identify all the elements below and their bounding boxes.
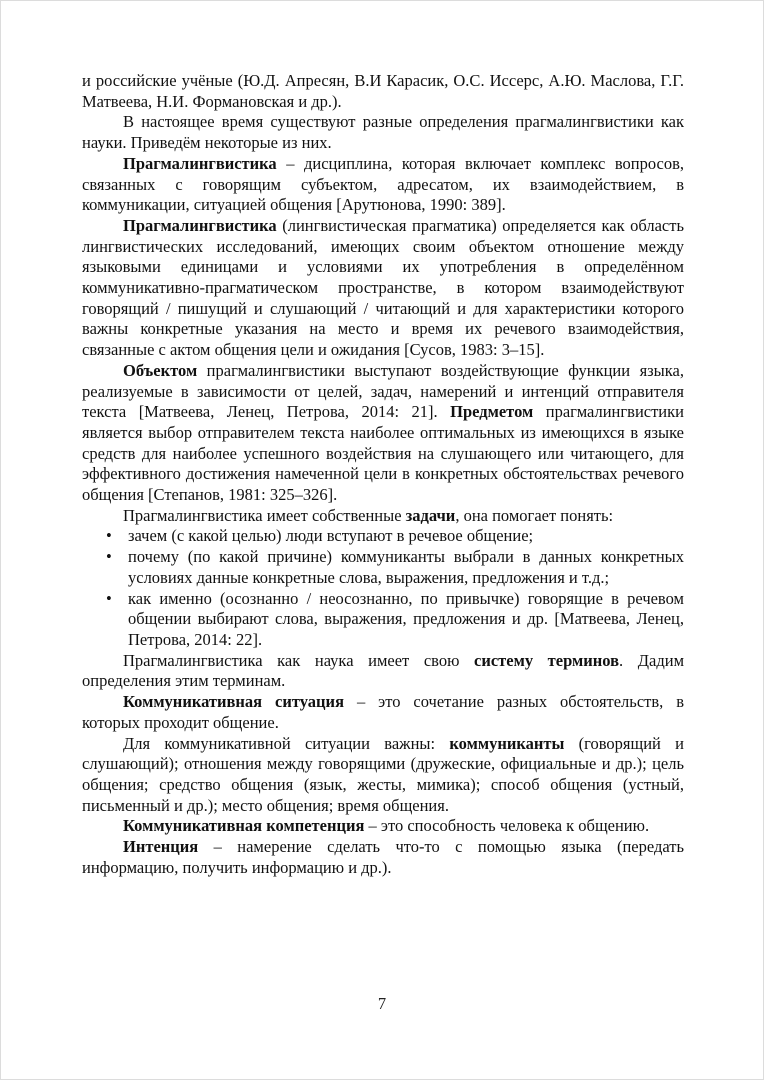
paragraph bbox=[82, 361, 684, 506]
document-body bbox=[82, 71, 684, 878]
paragraph bbox=[82, 651, 684, 692]
text-run: зачем (с какой целью) люди вступают в речевое общение; bbox=[128, 526, 534, 546]
text-run: прагмалингвистики выступают воздействующие функции языка, реализуемые в зависимости от целей, задач, намерений и интенций отправителя текста [Матвеева, Ленец, Петрова, 2014: 21]. bbox=[82, 360, 684, 422]
text-run: и российские учёные (Ю.Д. Апресян, В.И Карасик, О.С. Иссерс, А.Ю. Маслова, Г.Г. Матвеева, Н.И. Формановская и др.). bbox=[82, 71, 684, 111]
text-run: прагмалингвистики является выбор отправителем текста наиболее оптимальных из имеющихся в языке средств для наиболее успешного воздействия на слушающего или читающего, для эффективного достижения намеченной цели в конкретных обстоятельствах речевого общения [Степанов, 1981: 325–326]. bbox=[82, 402, 684, 505]
bullet-item bbox=[82, 547, 684, 588]
bullet-list bbox=[82, 526, 684, 650]
text-run: Прагмалингвистика имеет собственные bbox=[123, 505, 406, 525]
bullet-item bbox=[82, 589, 684, 651]
text-run: Для коммуникативной ситуации важны: bbox=[123, 733, 450, 753]
bold-text-run: Прагмалингвистика bbox=[123, 153, 277, 173]
bold-text-run: систему терминов bbox=[474, 650, 620, 670]
paragraph bbox=[82, 506, 684, 527]
bold-text-run: Коммуникативная компетенция bbox=[123, 816, 365, 836]
page-number: 7 bbox=[377, 994, 387, 1013]
text-run: В настоящее время существуют разные определения прагмалингвистики как науки. Приведём некоторые из них. bbox=[82, 112, 684, 153]
bullet-item bbox=[82, 526, 684, 547]
text-run: – это способность человека к общению. bbox=[364, 816, 650, 836]
paragraph bbox=[82, 154, 684, 216]
bold-text-run: задачи bbox=[405, 505, 456, 525]
paragraph bbox=[82, 216, 684, 361]
paragraph bbox=[82, 837, 684, 878]
paragraph bbox=[82, 692, 684, 733]
text-run: – это сочетание разных обстоятельств, в которых проходит общение. bbox=[82, 692, 685, 732]
bold-text-run: Интенция bbox=[123, 837, 199, 857]
text-run: (говорящий и слушающий); отношения между говорящими (дружеские, официальные и др.); цель общения; средство общения (язык, жесты, мимика); способ общения (устный, письменный и др.); место общения; время общения. bbox=[82, 733, 684, 815]
bold-text-run: Предметом bbox=[450, 402, 534, 422]
paragraph bbox=[82, 816, 684, 837]
bold-text-run: коммуниканты bbox=[449, 733, 565, 753]
text-run: . Дадим определения этим терминам. bbox=[82, 650, 685, 691]
text-run: Прагмалингвистика как наука имеет свою bbox=[123, 650, 475, 670]
paragraph bbox=[82, 71, 684, 112]
text-run: , она помогает понять: bbox=[455, 505, 614, 525]
bold-text-run: Коммуникативная ситуация bbox=[123, 692, 344, 712]
text-run: (лингвистическая прагматика) определяется как область лингвистических исследований, имеющих своим объектом отношение между языковыми единицами и условиями их употребления в определённом коммуникативно-прагматическом пространстве, в котором взаимодействуют говорящий / пишущий и слушающий / читающий и для характеристики которого важны конкретные указания на место и время их речевого взаимодействия, связанные с актом общения цели и ожидания [Сусов, 1983: 3–15]. bbox=[82, 215, 684, 360]
paragraph bbox=[82, 734, 684, 817]
text-run: – дисциплина, которая включает комплекс вопросов, связанных с говорящим субъектом, адресатом, их взаимодействием, в коммуникации, ситуацией общения [Арутюнова, 1990: 389]. bbox=[82, 153, 684, 215]
text-run: почему (по какой причине) коммуниканты выбрали в данных конкретных условиях данные конкретные слова, выражения, предложения и т.д.; bbox=[128, 547, 684, 587]
text-run: – намерение сделать что-то с помощью языка (передать информацию, получить информацию и др.). bbox=[82, 837, 684, 877]
paragraph bbox=[82, 112, 684, 153]
bold-text-run: Прагмалингвистика bbox=[123, 215, 277, 235]
text-run: как именно (осознанно / неосознанно, по привычке) говорящие в речевом общении выбирают слова, выражения, предложения и др. [Матвеева, Ленец, Петрова, 2014: 22]. bbox=[128, 588, 684, 649]
bold-text-run: Объектом bbox=[123, 360, 198, 380]
